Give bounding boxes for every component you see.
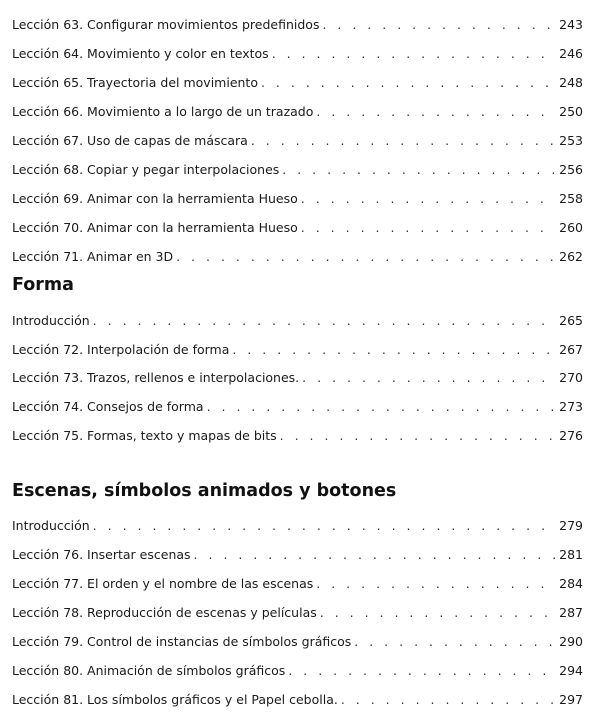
toc-entry-title: Lección 65. Trayectoria del movimiento xyxy=(12,75,258,90)
toc-entry xyxy=(12,313,583,329)
toc-entry-title: Lección 66. Movimiento a lo largo de un trazado xyxy=(12,104,314,119)
toc-entry-page: 256 xyxy=(559,162,583,177)
toc-entry-page: 297 xyxy=(559,692,583,707)
section-heading: Escenas, símbolos animados y botones xyxy=(12,481,397,501)
toc-entry-title: Lección 70. Animar con la herramienta Hueso xyxy=(12,220,298,235)
dot-leader xyxy=(301,220,555,236)
dot-leader xyxy=(272,46,555,62)
toc-entry-page: 294 xyxy=(559,663,583,678)
toc-entry xyxy=(12,133,583,149)
toc-entry xyxy=(12,191,583,207)
toc-entry-page: 267 xyxy=(559,342,583,357)
toc-entry-page: 260 xyxy=(559,220,583,235)
dot-leader xyxy=(93,313,555,329)
toc-entry-title: Lección 69. Animar con la herramienta Hueso xyxy=(12,191,298,206)
toc-entry xyxy=(12,46,583,62)
toc-entry-title: Lección 68. Copiar y pegar interpolaciones xyxy=(12,162,280,177)
toc-entry xyxy=(12,104,583,120)
toc-entry-page: 253 xyxy=(559,133,583,148)
dot-leader xyxy=(322,17,555,33)
toc-entry-title: Lección 81. Los símbolos gráficos y el Papel cebolla. xyxy=(12,692,338,707)
toc-entry xyxy=(12,162,583,178)
dot-leader xyxy=(232,342,555,358)
toc-entry xyxy=(12,663,583,679)
toc-entry-page: 243 xyxy=(559,17,583,32)
toc-entry xyxy=(12,399,583,415)
toc-entry-page: 250 xyxy=(559,104,583,119)
toc-entry xyxy=(12,605,583,621)
dot-leader xyxy=(320,605,555,621)
toc-entry-page: 276 xyxy=(559,428,583,443)
section-heading: Forma xyxy=(12,275,74,295)
toc-entry-title: Lección 71. Animar en 3D xyxy=(12,249,174,264)
toc-entry-title: Lección 77. El orden y el nombre de las escenas xyxy=(12,576,314,591)
toc-entry xyxy=(12,576,583,592)
dot-leader xyxy=(301,191,555,207)
toc-entry-page: 284 xyxy=(559,576,583,591)
toc-entry-page: 290 xyxy=(559,634,583,649)
toc-entry xyxy=(12,75,583,91)
toc-entry-title: Introducción xyxy=(12,518,90,533)
toc-entry xyxy=(12,428,583,444)
toc-entry-title: Lección 64. Movimiento y color en textos xyxy=(12,46,269,61)
dot-leader xyxy=(354,634,555,650)
dot-leader xyxy=(316,576,555,592)
toc-entry-page: 287 xyxy=(559,605,583,620)
toc-entry xyxy=(12,370,583,386)
dot-leader xyxy=(93,518,555,534)
toc-entry-title: Lección 75. Formas, texto y mapas de bits xyxy=(12,428,277,443)
dot-leader xyxy=(194,547,556,563)
toc-entry-page: 246 xyxy=(559,46,583,61)
toc-entry-page: 265 xyxy=(559,313,583,328)
toc-entry-title: Lección 80. Animación de símbolos gráficos xyxy=(12,663,286,678)
toc-entry-title: Lección 76. Insertar escenas xyxy=(12,547,191,562)
toc-entry-title: Lección 79. Control de instancias de símbolos gráficos xyxy=(12,634,352,649)
dot-leader xyxy=(207,399,556,415)
dot-leader xyxy=(316,104,555,120)
dot-leader xyxy=(282,162,555,178)
toc-entry-title: Lección 67. Uso de capas de máscara xyxy=(12,133,248,148)
toc-entry-page: 262 xyxy=(559,249,583,264)
dot-leader xyxy=(302,370,555,386)
toc-entry-title: Lección 72. Interpolación de forma xyxy=(12,342,230,357)
toc-entry-title: Lección 74. Consejos de forma xyxy=(12,399,204,414)
toc-entry-page: 248 xyxy=(559,75,583,90)
toc-entry-title: Lección 78. Reproducción de escenas y películas xyxy=(12,605,317,620)
toc-entry xyxy=(12,17,583,33)
toc-entry xyxy=(12,220,583,236)
toc-entry xyxy=(12,692,583,708)
dot-leader xyxy=(288,663,555,679)
toc-entry-title: Lección 73. Trazos, rellenos e interpolaciones. xyxy=(12,370,300,385)
dot-leader xyxy=(176,249,555,265)
toc-entry-page: 281 xyxy=(559,547,583,562)
toc-entry-title: Lección 63. Configurar movimientos predefinidos xyxy=(12,17,320,32)
toc-entry xyxy=(12,547,583,563)
toc-entry-page: 279 xyxy=(559,518,583,533)
toc-entry-page: 273 xyxy=(559,399,583,414)
toc-entry-title: Introducción xyxy=(12,313,90,328)
toc-entry xyxy=(12,634,583,650)
dot-leader xyxy=(261,75,555,91)
dot-leader xyxy=(251,133,555,149)
toc-entry xyxy=(12,518,583,534)
dot-leader xyxy=(341,692,555,708)
toc-entry xyxy=(12,342,583,358)
toc-entry xyxy=(12,249,583,265)
toc-entry-page: 258 xyxy=(559,191,583,206)
toc-entry-page: 270 xyxy=(559,370,583,385)
dot-leader xyxy=(280,428,555,444)
